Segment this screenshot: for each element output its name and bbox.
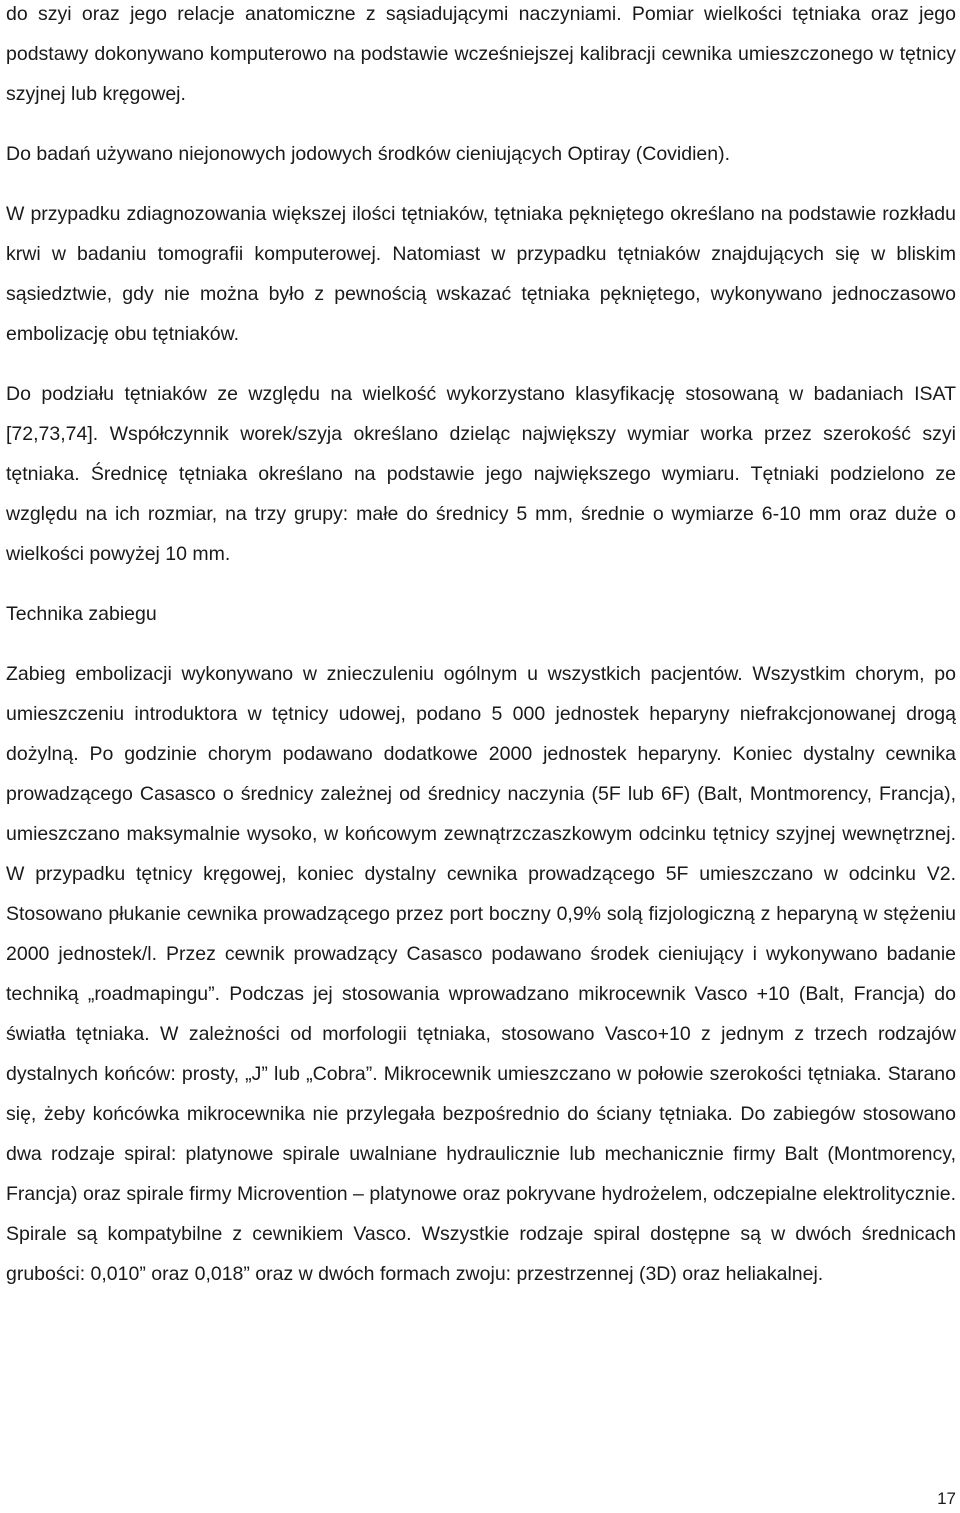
section-heading: Technika zabiegu [6,603,157,625]
document-body [6,4,956,1314]
paragraph-classification: Do podziału tętniaków ze względu na wielkość wykorzystano klasyfikację stosowaną w badaniach ISAT [72,73,74]. Współczynnik worek/szyja określano dzieląc największy wymiar worka przez szerokość szyi tętniaka. Średnicę tętniaka określano na podstawie jego największego wymiaru. Tętniaki podzielono ze względu na ich rozmiar, na trzy grupy: małe do średnicy 5 mm, średnie o wymiarze 6-10 mm oraz duże o wielkości powyżej 10 mm. [6,383,956,565]
paragraph-procedure-technique: Zabieg embolizacji wykonywano w znieczuleniu ogólnym u wszystkich pacjentów. Wszystkim chorym, po umieszczeniu introduktora w tętnicy udowej, podano 5 000 jednostek heparyny niefrakcjonowanej drogą dożylną. Po godzinie chorym podawano dodatkowe 2000 jednostek heparyny. Koniec dystalny cewnika prowadzącego Casasco o średnicy zależnej od średnicy naczynia (5F lub 6F) (Balt, Montmorency, Francja), umieszczano maksymalnie wysoko, w końcowym zewnątrzczaszkowym odcinku tętnicy szyjnej wewnętrznej. W przypadku tętnicy kręgowej, koniec dystalny cewnika prowadzącego 5F umieszczano w odcinku V2. Stosowano płukanie cewnika prowadzącego przez port boczny 0,9% solą fizjologiczną z heparyną w stężeniu 2000 jednostek/l. Przez cewnik prowadzący Casasco podawano środek cieniujący i wykonywano badanie techniką „roadmapingu”. Podczas jej stosowania wprowadzano mikrocewnik Vasco +10 (Balt, Francja) do światła tętniaka. W zależności od morfologii tętniaka, stosowano Vasco+10 z jednym z trzech rodzajów dystalnych końców: prosty, „J” lub „Cobra”. Mikrocewnik umieszczano w połowie szerokości tętniaka. Starano się, żeby końcówka mikrocewnika nie przylegała bezpośrednio do ściany tętniaka. Do zabiegów stosowano dwa rodzaje spiral: platynowe spirale uwalniane hydraulicznie lub mechanicznie firmy Balt (Montmorency, Francja) oraz spirale firmy Microvention – platynowe oraz pokryvane hydrożelem, odczepialne elektrolitycznie. Spirale są kompatybilne z cewnikiem Vasco. Wszystkie rodzaje spiral dostępne są w dwóch średnicach grubości: 0,010” oraz 0,018” oraz w dwóch formach zwoju: przestrzennej (3D) oraz heliakalnej. [6,663,956,1285]
paragraph-contrast-agents: Do badań używano niejonowych jodowych środków cieniujących Optiray (Covidien). [6,143,731,165]
paragraph-measurement: do szyi oraz jego relacje anatomiczne z sąsiadującymi naczyniami. Pomiar wielkości tętniaka oraz jego podstawy dokonywano komputerowo na podstawie wcześniejszej kalibracji cewnika umieszczonego w tętnicy szyjnej lub kręgowej. [6,3,956,105]
page-number: 17 [937,1489,956,1508]
paragraph-multiple-aneurysms: W przypadku zdiagnozowania większej ilości tętniaków, tętniaka pękniętego określano na podstawie rozkładu krwi w badaniu tomografii komputerowej. Natomiast w przypadku tętniaków znajdujących się w bliskim sąsiedztwie, gdy nie można było z pewnością wskazać tętniaka pękniętego, wykonywano jednoczasowo embolizację obu tętniaków. [6,203,956,345]
